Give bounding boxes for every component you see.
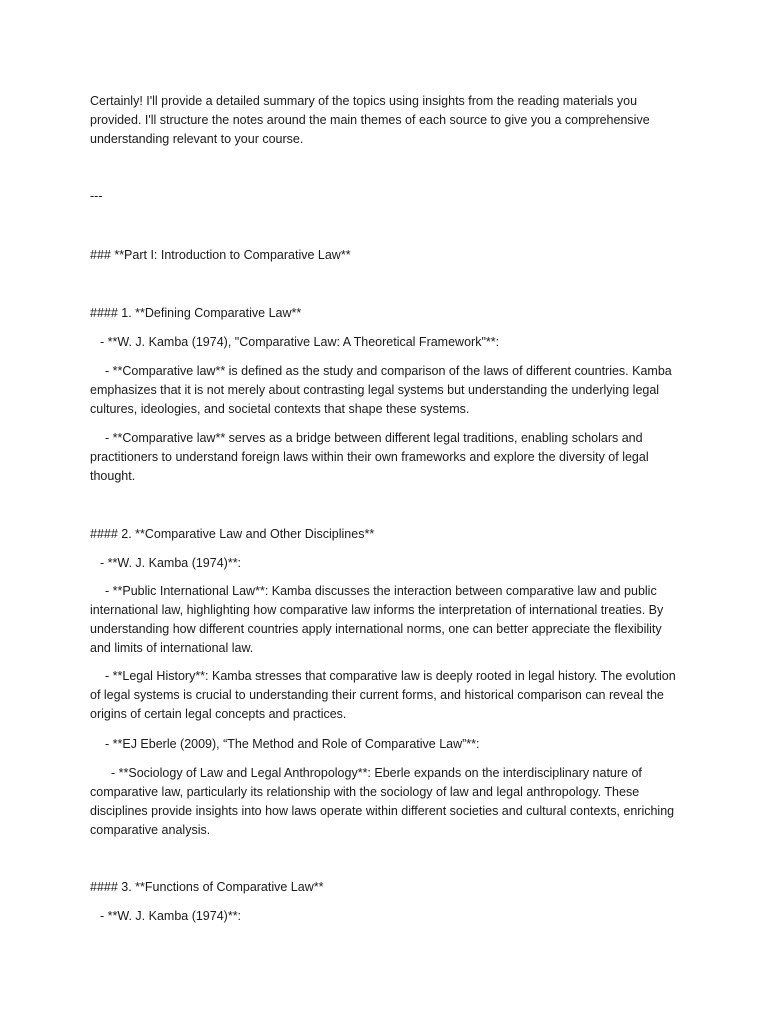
section3-source: - **W. J. Kamba (1974)**:	[100, 909, 242, 923]
section-divider: ---	[90, 189, 103, 203]
section1-paragraph-1: - **Comparative law** is defined as the study and comparison of the laws of different countries. Kamba emphasizes that it is not merely about contrasting legal systems but understanding the underlying legal cultures, ideologies, and societal contexts that shape these systems.	[90, 364, 672, 416]
section2-paragraph-1: - **Public International Law**: Kamba discusses the interaction between comparative law and public international law, highlighting how comparative law informs the interpretation of international treaties. By understanding how different countries apply international norms, one can better appreciate the flexibility and limits of international law.	[90, 584, 664, 655]
part1-heading: ### **Part I: Introduction to Comparative Law**	[90, 248, 351, 262]
section2-source-1: - **W. J. Kamba (1974)**:	[100, 556, 242, 570]
section2-paragraph-2: - **Legal History**: Kamba stresses that comparative law is deeply rooted in legal history. The evolution of legal systems is crucial to understanding their current forms, and historical comparison can reveal the origins of certain legal concepts and practices.	[90, 669, 676, 721]
section1-paragraph-2: - **Comparative law** serves as a bridge between different legal traditions, enabling scholars and practitioners to understand foreign laws within their own frameworks and explore the diversity of legal thought.	[90, 431, 649, 483]
section1-heading: #### 1. **Defining Comparative Law**	[90, 306, 302, 320]
section1-source: - **W. J. Kamba (1974), "Comparative Law: A Theoretical Framework"**:	[100, 335, 500, 349]
section3-heading: #### 3. **Functions of Comparative Law**	[90, 880, 324, 894]
intro-paragraph: Certainly! I'll provide a detailed summary of the topics using insights from the reading materials you provided. I'll structure the notes around the main themes of each source to give you a comprehensive understanding relevant to your course.	[90, 94, 650, 146]
section2-heading: #### 2. **Comparative Law and Other Disciplines**	[90, 527, 375, 541]
section2-source-2: - **EJ Eberle (2009), “The Method and Role of Comparative Law”**:	[105, 737, 480, 751]
section2-paragraph-3: - **Sociology of Law and Legal Anthropology**: Eberle expands on the interdisciplinary nature of comparative law, particularly its relationship with the sociology of law and legal anthropology. These disciplines provide insights into how laws operate within different societies and cultural contexts, enriching comparative analysis.	[90, 766, 675, 837]
